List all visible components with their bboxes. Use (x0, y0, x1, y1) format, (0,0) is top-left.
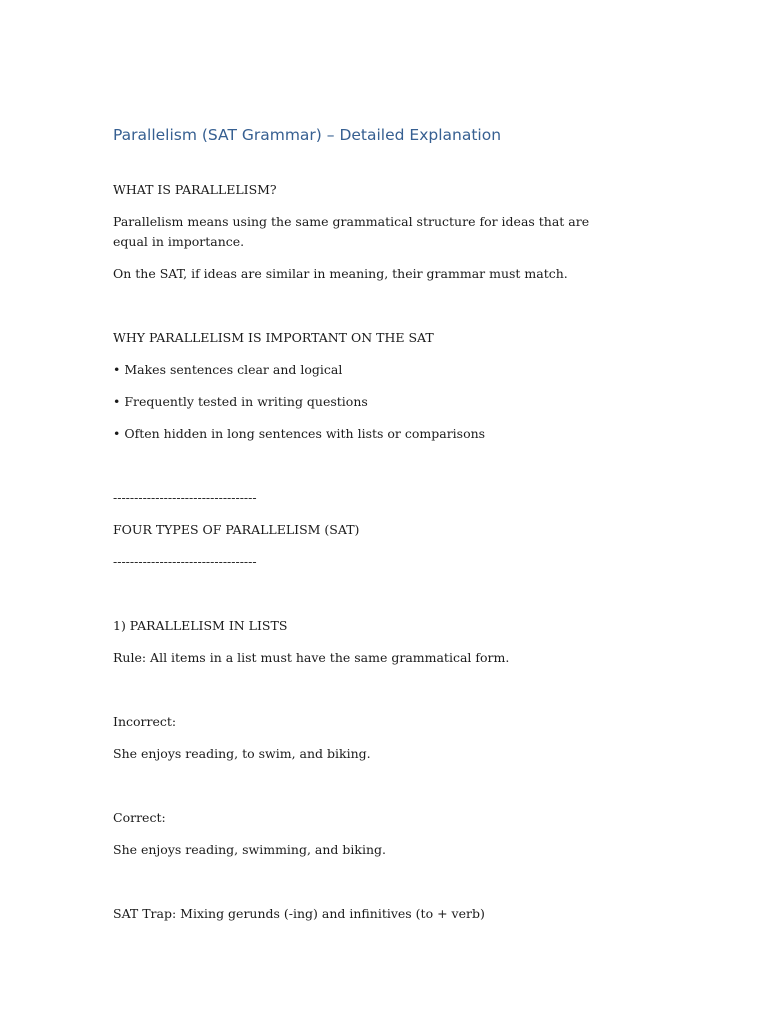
bullet-item: • Makes sentences clear and logical (113, 362, 343, 377)
definition-paragraph: Parallelism means using the same grammatical structure for ideas that are equal in importance. (113, 214, 590, 249)
divider-bottom: ---------------------------------- (113, 554, 257, 569)
incorrect-example: She enjoys reading, to swim, and biking. (113, 746, 371, 761)
divider-top: ---------------------------------- (113, 490, 257, 505)
section1-heading: 1) PARALLELISM IN LISTS (113, 618, 288, 633)
document-title: Parallelism (SAT Grammar) – Detailed Explanation (113, 126, 502, 144)
correct-label: Correct: (113, 810, 166, 825)
why-heading: WHY PARALLELISM IS IMPORTANT ON THE SAT (113, 330, 434, 345)
sat-rule-paragraph: On the SAT, if ideas are similar in meaning, their grammar must match. (113, 266, 568, 281)
bullet-item: • Often hidden in long sentences with lists or comparisons (113, 426, 486, 441)
sat-trap-note: SAT Trap: Mixing gerunds (-ing) and infinitives (to + verb) (113, 906, 485, 921)
bullet-item: • Frequently tested in writing questions (113, 394, 368, 409)
incorrect-label: Incorrect: (113, 714, 177, 729)
what-heading: WHAT IS PARALLELISM? (113, 182, 277, 197)
section1-rule: Rule: All items in a list must have the same grammatical form. (113, 650, 510, 665)
types-heading: FOUR TYPES OF PARALLELISM (SAT) (113, 522, 360, 537)
correct-example: She enjoys reading, swimming, and biking. (113, 842, 386, 857)
